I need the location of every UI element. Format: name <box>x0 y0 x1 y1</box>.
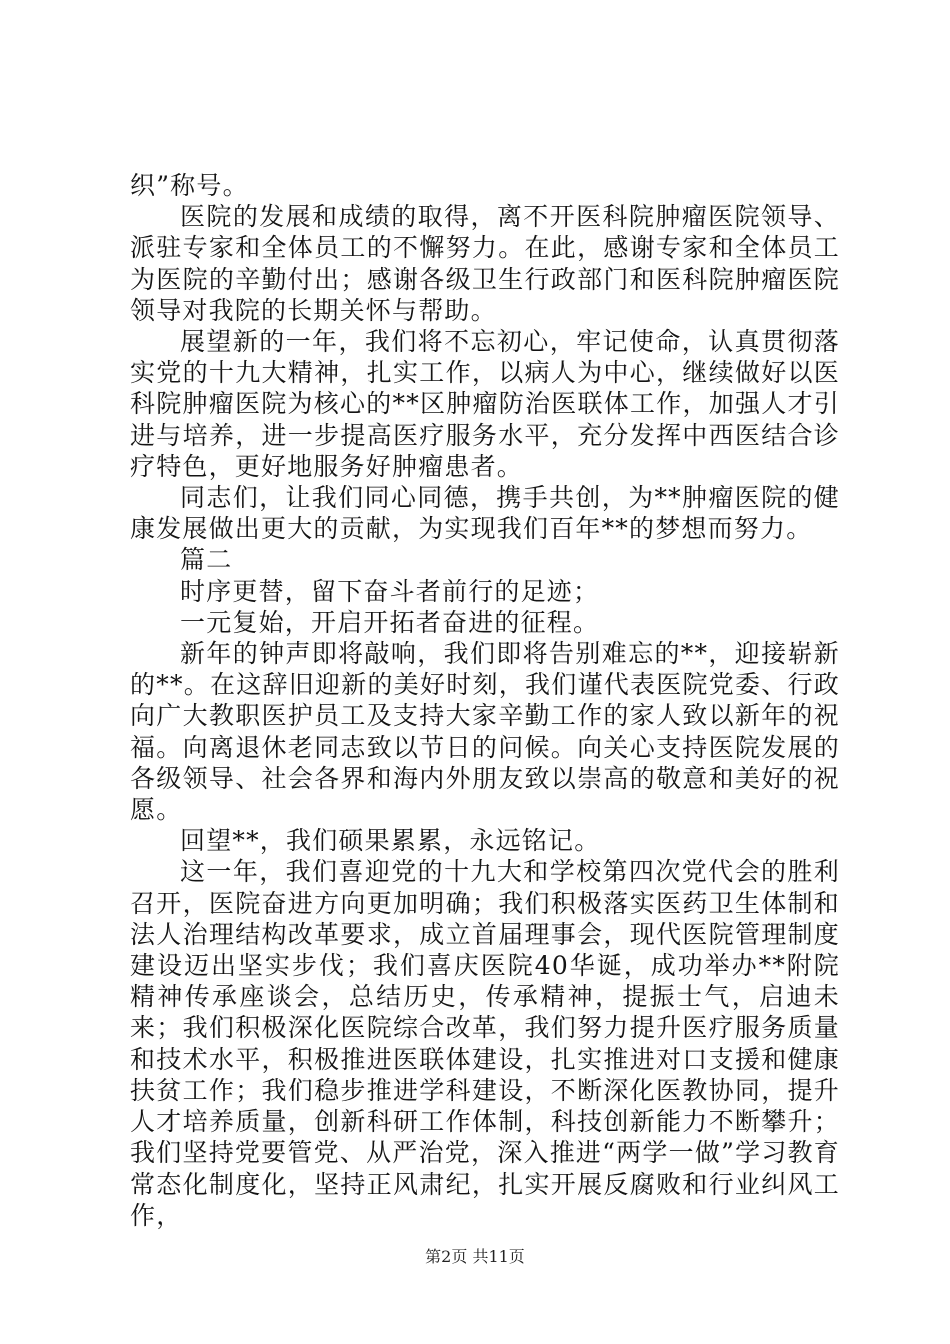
couplet-line-1: 时序更替，留下奋斗者前行的足迹； <box>180 576 600 606</box>
paragraph-6: 回望**，我们硕果累累，永远铭记。 <box>180 826 601 856</box>
paragraph-1: 织”称号。 <box>130 171 249 200</box>
paragraph-5: 新年的钟声即将敲响，我们即将告别难忘的**，迎接崭新的**。在这辞旧迎新的美好时刻，我们谨代表医院党委、行政向广大教职医护员工及支持大家辛勤工作的家人致以新年的祝福。向离退休老同志致以节日的问候。向关心支持医院发展的各级领导、社会各界和海内外朋友致以崇高的敬意和美好的祝愿。 <box>130 639 840 825</box>
section-heading: 篇二 <box>180 545 233 575</box>
paragraph-3: 展望新的一年，我们将不忘初心，牢记使命，认真贯彻落实党的十九大精神，扎实工作，以病人为中心，继续做好以医科院肿瘤医院为核心的**区肿瘤防治医联体工作，加强人才引进与培养，进一步提高医疗服务水平，充分发挥中西医结合诊疗特色，更好地服务好肿瘤患者。 <box>130 327 840 481</box>
document-body <box>130 170 840 1231</box>
page-number-footer: 第2页 共11页 <box>425 1247 525 1266</box>
paragraph-2: 医院的发展和成绩的取得，离不开医科院肿瘤医院领导、派驻专家和全体员工的不懈努力。在此，感谢专家和全体员工为医院的辛勤付出；感谢各级卫生行政部门和医科院肿瘤医院领导对我院的长期关怀与帮助。 <box>130 202 840 325</box>
couplet-line-2: 一元复始，开启开拓者奋进的征程。 <box>180 607 600 637</box>
paragraph-4: 同志们，让我们同心同德，携手共创，为**肿瘤医院的健康发展做出更大的贡献，为实现我们百年**的梦想而努力。 <box>130 483 840 544</box>
paragraph-7: 这一年，我们喜迎党的十九大和学校第四次党代会的胜利召开，医院奋进方向更加明确；我们积极落实医药卫生体制和法人治理结构改革要求，成立首届理事会，现代医院管理制度建设迈出坚实步伐；我们喜庆医院40华诞，成功举办**附院精神传承座谈会，总结历史，传承精神，提振士气，启迪未来；我们积极深化医院综合改革，我们努力提升医疗服务质量和技术水平，积极推进医联体建设，扎实推进对口支援和健康扶贫工作；我们稳步推进学科建设，不断深化医教协同，提升人才培养质量，创新科研工作体制，科技创新能力不断攀升；我们坚持党要管党、从严治党，深入推进“两学一做”学习教育常态化制度化，坚持正风肃纪，扎实开展反腐败和行业纠风工作， <box>130 857 840 1230</box>
